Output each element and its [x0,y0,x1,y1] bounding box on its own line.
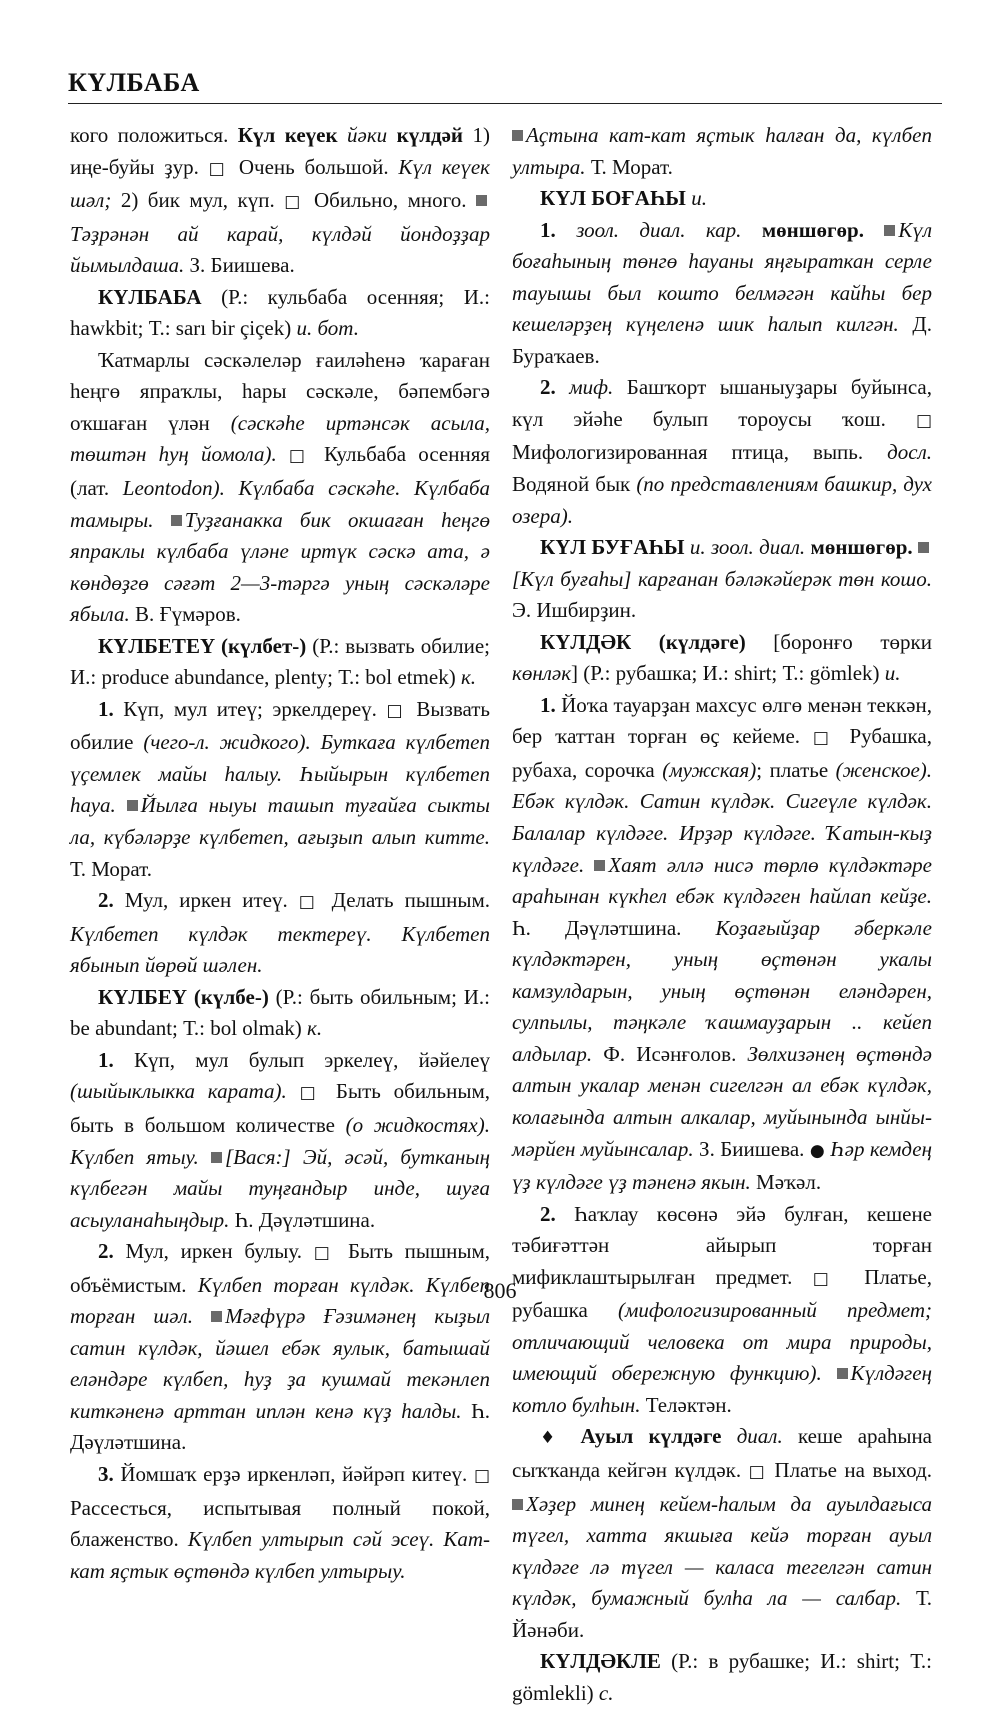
paragraph [512,532,932,627]
headword-text: күлдәй [396,123,464,147]
italic-text: (чего-л. жидкого). Буткаға күлбетеп үҫемлек майы һалыу. Һыйырын күлбетеп һауа. [70,730,490,818]
body-text: Обильно, много. [304,188,476,213]
paragraph [512,1199,932,1422]
body-text [199,1145,211,1169]
italic-text: досл. [887,440,932,465]
italic-text: Күлбетеп күлдәк тектереү. Күлбетеп ябынып йөрөй шәлен. [70,921,490,978]
italic-text: к. [460,665,477,690]
italic-text: йәки [347,123,397,147]
example-marker-icon [171,515,182,526]
italic-text: к. [307,1016,323,1041]
body-text: Һ. Дәүләтшина. [229,1207,376,1232]
body-text: Мул, иркен итеү. [113,888,299,913]
italic-text: и. зоол. диал. [689,535,806,560]
body-text: Һ. Дәүләтшина. [70,1398,490,1455]
body-text [741,218,761,242]
headword-text: 2. [98,1239,114,1264]
headword-text: Ауыл күлдәге [580,1424,722,1449]
headword-text: Күл кеүек [237,123,348,147]
paragraph [512,690,932,1199]
body-text: Быть обильным, быть в большом количестве [70,1079,490,1137]
italic-text: с. [598,1680,614,1705]
russian-gloss-box-icon: □ [812,1268,844,1289]
body-text: Т. Морат. [70,856,153,881]
paragraph [70,694,490,885]
example-marker-icon [211,1311,222,1322]
italic-text: Хаят әллә нисә төрлө күлдәктәре араһынан күкһел ебәк күлдәген һайлап кейҙе. [512,852,933,909]
headword-text: 2. [98,888,114,913]
body-text: Йомшаҡ ерҙә иркенләп, йәйрәп китеү. [113,1461,474,1486]
italic-text: диал. [736,1424,783,1449]
paragraph [512,215,932,373]
italic-text: и. бот. [296,316,359,341]
example-marker-icon [884,225,895,236]
body-text: Рубашка, рубаха, сорочка [512,724,932,782]
headword-text: 2. [540,1201,556,1226]
body-text: кеше араһына сыҡҡанда кейгән күлдәк. [512,1424,933,1482]
body-text [116,793,127,817]
italic-text: и. [884,661,901,686]
russian-gloss-box-icon: □ [473,1465,490,1486]
italic-text: и. [691,186,707,211]
body-text: З. Биишева. [184,253,295,278]
body-text: Платье на выход. [766,1457,933,1482]
body-text: Мәҡәл. [750,1170,822,1195]
italic-text: Күлдәгең котло булһын. [512,1361,932,1417]
russian-gloss-box-icon: □ [915,410,932,431]
italic-text: зоол. диал. кар. [576,217,742,242]
body-text: Вызвать обилие [70,696,491,755]
paragraph [70,1236,490,1459]
italic-text: Йылға ныуы ташып туғайға сыкты ла, күбәләрҙе күлбетеп, ағыҙып алып китте. [70,793,490,850]
body-text: Һ. Дәүләтшина. [512,915,716,940]
russian-gloss-box-icon: □ [313,1243,337,1264]
body-text [277,442,289,466]
paragraph [512,1421,932,1646]
headword-text: 3. [98,1461,114,1486]
italic-text: көнләк [512,661,572,686]
paragraph [70,120,490,282]
body-text: Һаҡлау көсөнә эйә булған, кешене тәбиғәттән айырып торған мификлаштырылған предмет. [512,1201,932,1289]
russian-gloss-box-icon: □ [812,728,837,749]
headword-text: КҮЛ БУҒАҺЫ [540,535,685,560]
body-text: Күп, мул булып эркелеү, йәйелеү [113,1047,490,1072]
body-text: (Р.: вызвать обилие; И.: produce abundance, plenty; Т.: bol etmek) [70,633,490,690]
example-marker-icon [918,542,929,553]
italic-text: Leontodon). Күлбаба сәскәһе. Күлбаба тамыры. [70,476,491,532]
body-text: В. Ғүмәров. [129,602,241,627]
body-text: Ф. Исәнғолов. [592,1041,748,1066]
body-text: Теләктән. [640,1392,732,1417]
paragraph [70,631,490,694]
paragraph [512,627,932,690]
body-text: Йоҡа тауарҙан махсус өлгө менән теккән, бер ҡаттан торған өҫ кейеме. [512,692,932,749]
italic-text: (шыйыклыкка карата). [70,1079,287,1104]
italic-text: Коҙағыйҙар әберкәле күлдәктәрен, уның өҫтөнән укалы камзулдарын, уның өҫтөнән еләндәрен, сулпылы, тәңкәле ҡашмауҙарын .. кейеп алдылар. [512,915,932,1066]
body-text: ] (Р.: рубашка; И.: shirt; Т.: gömlek) [571,661,885,686]
body-text [193,1304,211,1328]
body-text [287,1079,300,1103]
italic-text: Мәғфүрә Ғәзимәнең кыҙыл сатин күлдәк, йәшел ебәк яулык, батышай еләндәре күлбеп, һуҙ ҙа кушмай текәнлеп киткәненә арттан иплән кенә күҙ һалды. [70,1304,490,1423]
example-marker-icon [512,1499,523,1510]
paragraph [512,183,932,215]
paragraph [512,120,932,183]
italic-text: (мифологизированный предмет; отличающий человека от мира природы, имеющий обережную функцию). [512,1298,932,1386]
page-number: 806 [483,1278,517,1303]
body-text: 2) бик мул, күп. [111,188,285,213]
body-text [584,853,594,877]
body-text: ; платье [756,757,836,782]
body-text: Башҡорт ышаныуҙары буйынса, күл эйәһе булып тороусы ҡош. [512,375,933,431]
italic-text: Туҙғанакка бик окшаған һеңгө япраклы күлбаба үләне иртүк сәскә ата, ә көндөҙгө сәғәт 2—3-тәргә уның сәскәләре ябыла. [70,507,490,627]
headword-text: мөншөгөр. [810,535,913,560]
body-text: Э. Ишбирҙин. [512,598,637,623]
body-text: Т. Морат. [585,154,673,179]
headword-text: КҮЛДӘК (күлдәге) [540,629,746,654]
headword-text: КҮЛДӘКЛЕ [540,1649,661,1674]
headword-text: мөншөгөр. [761,217,864,242]
headword-text: 2. [540,375,556,400]
example-marker-icon [211,1152,222,1163]
body-text: кого положиться. [70,123,238,147]
paragraph [70,1459,490,1587]
italic-text: (по представлениям башкир, дух озера). [512,472,932,528]
example-marker-icon [127,800,138,811]
body-text [556,218,576,242]
italic-text: Күлбеп ултырып сәй эсеү. Кат-кат яҫтык өҫтөндә күлбеп ултырыу. [70,1527,491,1583]
paragraph [70,282,490,345]
russian-gloss-box-icon: □ [748,1461,767,1482]
russian-gloss-box-icon: □ [299,1083,324,1104]
example-marker-icon [512,130,523,141]
body-text [822,1361,837,1385]
headword-text: 1. [98,696,114,721]
body-text: Мифологизированная птица, выпь. [512,440,888,465]
header-rule [68,103,942,104]
body-text: Д. Бураҡаев. [512,312,932,368]
russian-gloss-box-icon: □ [298,892,321,913]
italic-text: [Күл буғаһы] карғанан бәләкәйерәк төн кошо. [512,566,932,591]
italic-text: Күл кеүек шәл; [70,154,490,213]
headword-text: 1. [540,692,556,717]
italic-text: Һәр кемдең үҙ күлдәге үҙ тәненә якын. [512,1136,932,1195]
italic-text: Хәҙер минең кейем-һалым да ауылдағыса түгел, хатта якшыға кейә торған ауыл күлдәге лә түгел — каласа тегелгән сатин күлдәк, бумажный булһа ла — салбар. [512,1491,932,1611]
right-column [512,120,932,1709]
body-text: Делать пышным. [320,888,490,913]
headword-text: КҮЛБЕТЕҮ (күлбет-) [98,633,307,658]
body-text: (Р.: быть обильным; И.: be abundant; Т.: bol olmak) [70,984,490,1041]
paragraph [70,982,490,1045]
body-text: Платье, рубашка [512,1264,933,1323]
italic-text: Аҫтына кат-кат яҫтык һалған да, күлбеп ултыра. [512,123,932,179]
body-text: Мул, иркен булыу. [113,1239,314,1264]
running-head: КҮЛБАБА [68,68,200,97]
italic-text: Тәҙрәнән ай карай, күлдәй йондоҙҙар йымылдаша. [70,221,490,278]
body-text [556,375,569,399]
example-marker-icon [594,860,605,871]
italic-text: (сәскәһе иртәнсәк асыла, төштән һуң йомола). [70,410,490,467]
italic-text: (о жидкостях). Күлбеп ятыу. [70,1112,490,1169]
body-text: Ҡатмарлы сәскәлеләр ғаиләһенә ҡараған һеңгө япраҡлы, һары сәскәле, бәпембәгә оҡшаған үлән [70,347,490,435]
body-text: (Р.: в рубашке; И.: shirt; Т.: gömlekli) [512,1649,932,1705]
example-marker-icon [476,195,487,206]
italic-text: Күлбеп торған күлдәк. Күлбеп торған шәл. [70,1272,490,1329]
left-column [70,120,490,1587]
russian-gloss-box-icon: □ [386,700,407,721]
phrase-diamond-icon: ♦ [540,1428,566,1449]
paragraph [70,885,490,982]
russian-gloss-box-icon: □ [208,158,230,179]
italic-text: Күл боғаһының төнгө һауаны яңғыраткан серле тауышы был коштo белмәгән кайһы бер кешеләрҙең күңеленә шик һалып килгән. [512,217,933,337]
headword-text: КҮЛ БОҒАҺЫ [540,186,686,211]
headword-text: 1. [98,1047,114,1072]
russian-gloss-box-icon: □ [284,192,305,213]
paragraph [512,1646,932,1709]
body-text: З. Биишева. [693,1136,810,1161]
italic-text: (женское). Ебәк күлдәк. Сатин күлдәк. Сигеүле күлдәк. Балалар күлдәге. Ирҙәр күлдәге. Ҡатын-кыҙ күлдәге. [512,757,933,877]
body-text: (Р.: кульбаба осенняя; И.: hawkbit; Т.: sarı bir çiçek) [70,284,490,341]
body-text: Күп, мул итеү; эркелдереү. [113,696,387,721]
body-text [565,1424,580,1448]
italic-text: [Вася:] Эй, әсәй, бутканың күлбегән майы туңғандыр инде, шуға асыуланаһыңдыр. [70,1144,491,1232]
body-text: Быть пышным, объёмистым. [70,1239,491,1297]
example-marker-icon [837,1368,848,1379]
body-text [154,508,171,532]
body-text: Т. Йәнәби. [512,1586,932,1642]
headword-text: КҮЛБАБА [98,284,202,309]
paragraph [512,372,932,532]
paragraph [70,345,490,631]
italic-text: (мужская) [662,757,757,782]
headword-text: 1. [540,217,556,242]
body-text: Очень большой. [229,154,399,179]
body-text: [боронғо төрки [745,629,932,654]
italic-text: Зөлхизәнең өҫтөндә алтын укалар менән сигелгән ал ебәк күлдәк, колағында алтын алкалар, муйынында ынйы-мәрйен муйынсалар. [512,1041,932,1161]
russian-gloss-box-icon: □ [288,446,312,467]
headword-text: КҮЛБЕҮ (күлбе-) [98,984,269,1009]
body-text [864,218,884,242]
body-text: Кульбаба осенняя (лат. [70,442,491,501]
body-text: Водяной бык [512,472,637,497]
body-text: 1) иңе-буйы ҙур. [70,123,490,179]
body-text: Рассесться, испытывая полный покой, блаженство. [70,1495,490,1552]
italic-text: миф. [569,375,614,400]
proverb-bullet-icon: ● [809,1140,825,1161]
body-text [721,1424,736,1448]
paragraph [70,1045,490,1236]
